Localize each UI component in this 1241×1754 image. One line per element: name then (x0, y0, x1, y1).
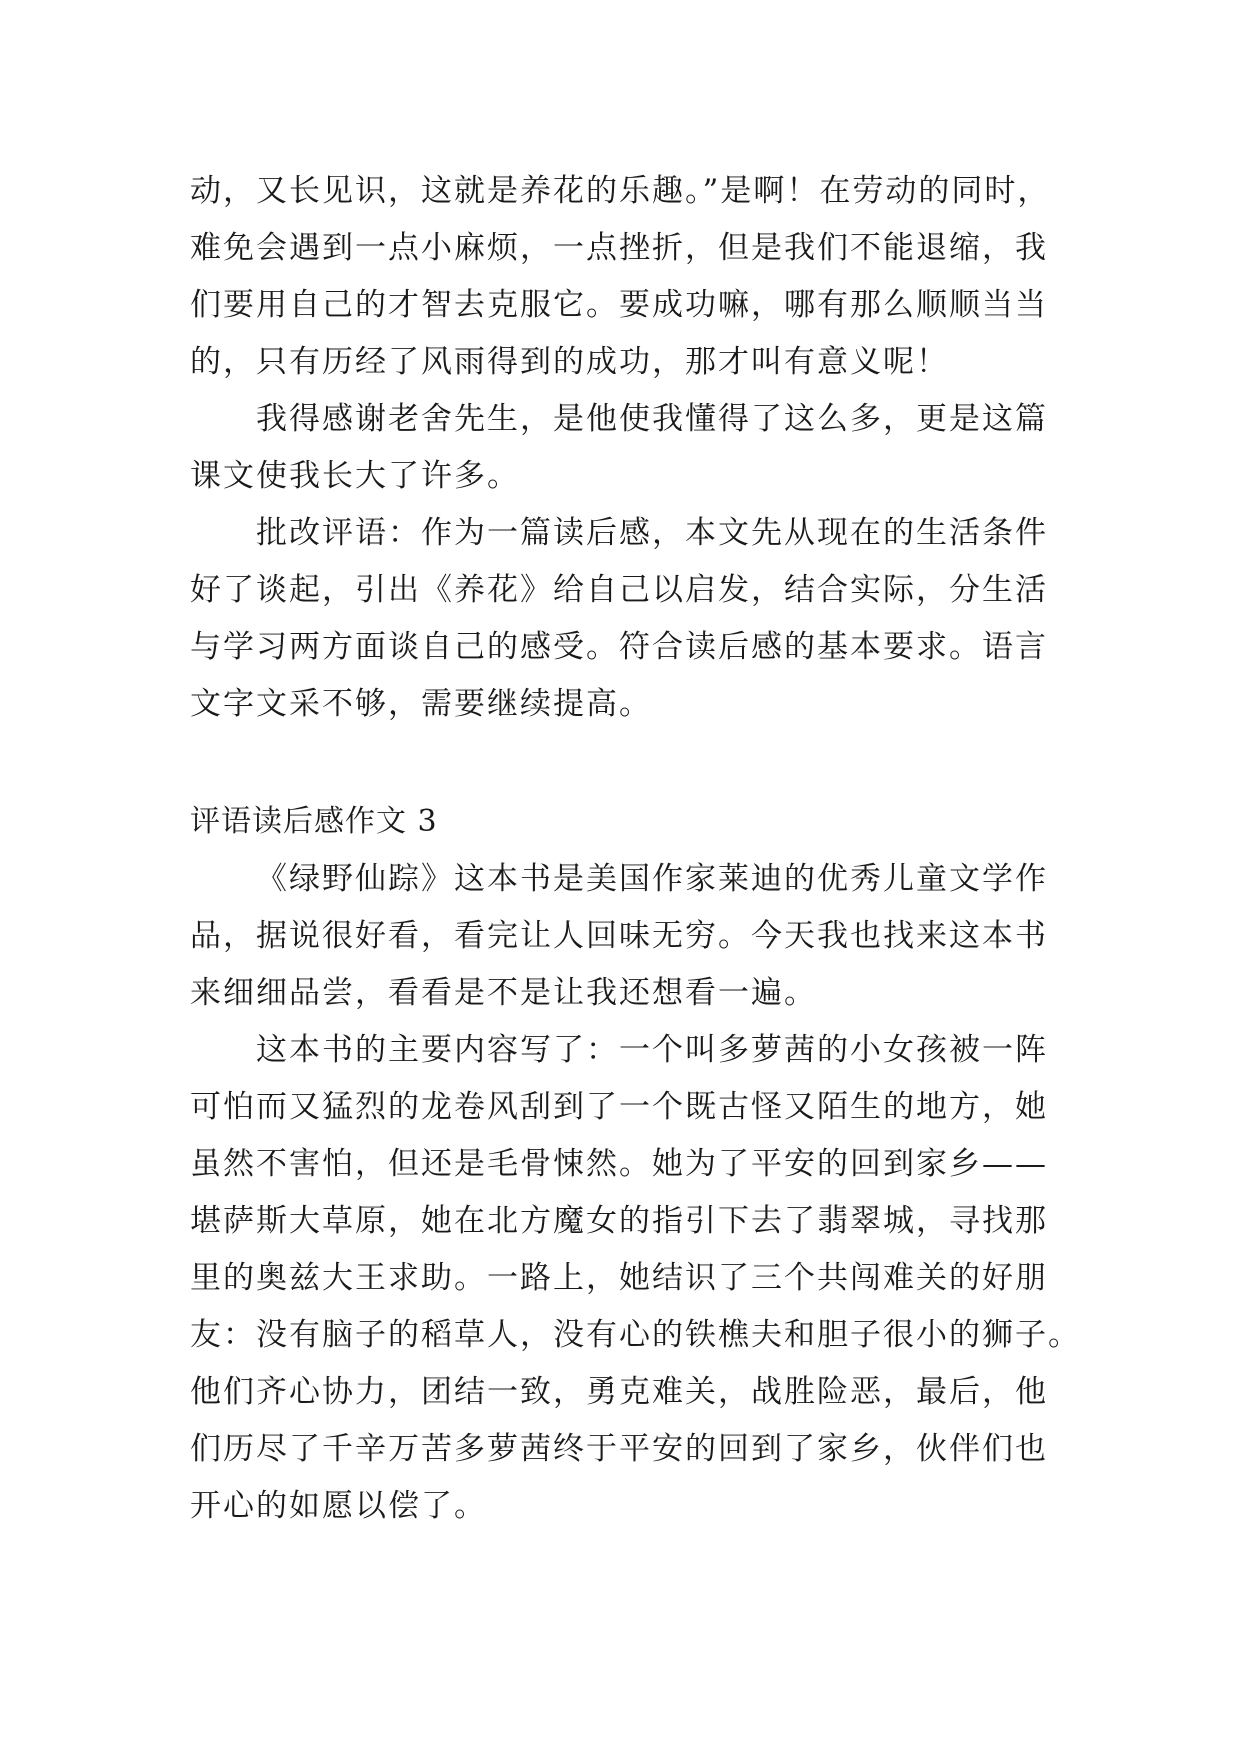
text-line: 来细细品尝，看看是不是让我还想看一遍。 (190, 975, 817, 1011)
text-line: 文字文采不够，需要继续提高。 (190, 686, 652, 722)
text-line: 他们齐心协力，团结一致，勇克难关，战胜险恶，最后，他 (190, 1374, 1048, 1410)
text-line: 虽然不害怕，但还是毛骨悚然。她为了平安的回到家乡—— (190, 1146, 1048, 1182)
text-line: 与学习两方面谈自己的感受。符合读后感的基本要求。语言 (190, 629, 1048, 665)
text-line: 难免会遇到一点小麻烦，一点挫折，但是我们不能退缩，我 (190, 230, 1048, 266)
text-line: 可怕而又猛烈的龙卷风刮到了一个既古怪又陌生的地方，她 (190, 1089, 1048, 1125)
text-line: 批改评语：作为一篇读后感，本文先从现在的生活条件 (256, 515, 1048, 551)
text-line: 开心的如愿以偿了。 (190, 1488, 487, 1524)
text-line: 课文使我长大了许多。 (190, 458, 520, 494)
text-line: 品，据说很好看，看完让人回味无穷。今天我也找来这本书 (190, 918, 1048, 954)
text-line: 这本书的主要内容写了：一个叫多萝茜的小女孩被一阵 (256, 1032, 1048, 1068)
text-line: 我得感谢老舍先生，是他使我懂得了这么多，更是这篇 (256, 401, 1048, 437)
text-line: 里的奥兹大王求助。一路上，她结识了三个共闯难关的好朋 (190, 1260, 1048, 1296)
text-line: 的，只有历经了风雨得到的成功，那才叫有意义呢！ (190, 344, 949, 380)
section-title: 评语读后感作文 3 (190, 804, 438, 839)
text-line: 好了谈起，引出《养花》给自己以启发，结合实际，分生活 (190, 572, 1048, 608)
text-line: 们历尽了千辛万苦多萝茜终于平安的回到了家乡，伙伴们也 (190, 1431, 1048, 1467)
text-line: 们要用自己的才智去克服它。要成功嘛，哪有那么顺顺当当 (190, 287, 1048, 323)
text-line: 《绿野仙踪》这本书是美国作家莱迪的优秀儿童文学作 (256, 861, 1048, 897)
text-line: 动，又长见识，这就是养花的乐趣。”是啊！在劳动的同时， (190, 173, 1051, 209)
text-line: 堪萨斯大草原，她在北方魔女的指引下去了翡翠城，寻找那 (190, 1203, 1048, 1239)
text-line: 友：没有脑子的稻草人，没有心的铁樵夫和胆子很小的狮子。 (190, 1317, 1081, 1353)
